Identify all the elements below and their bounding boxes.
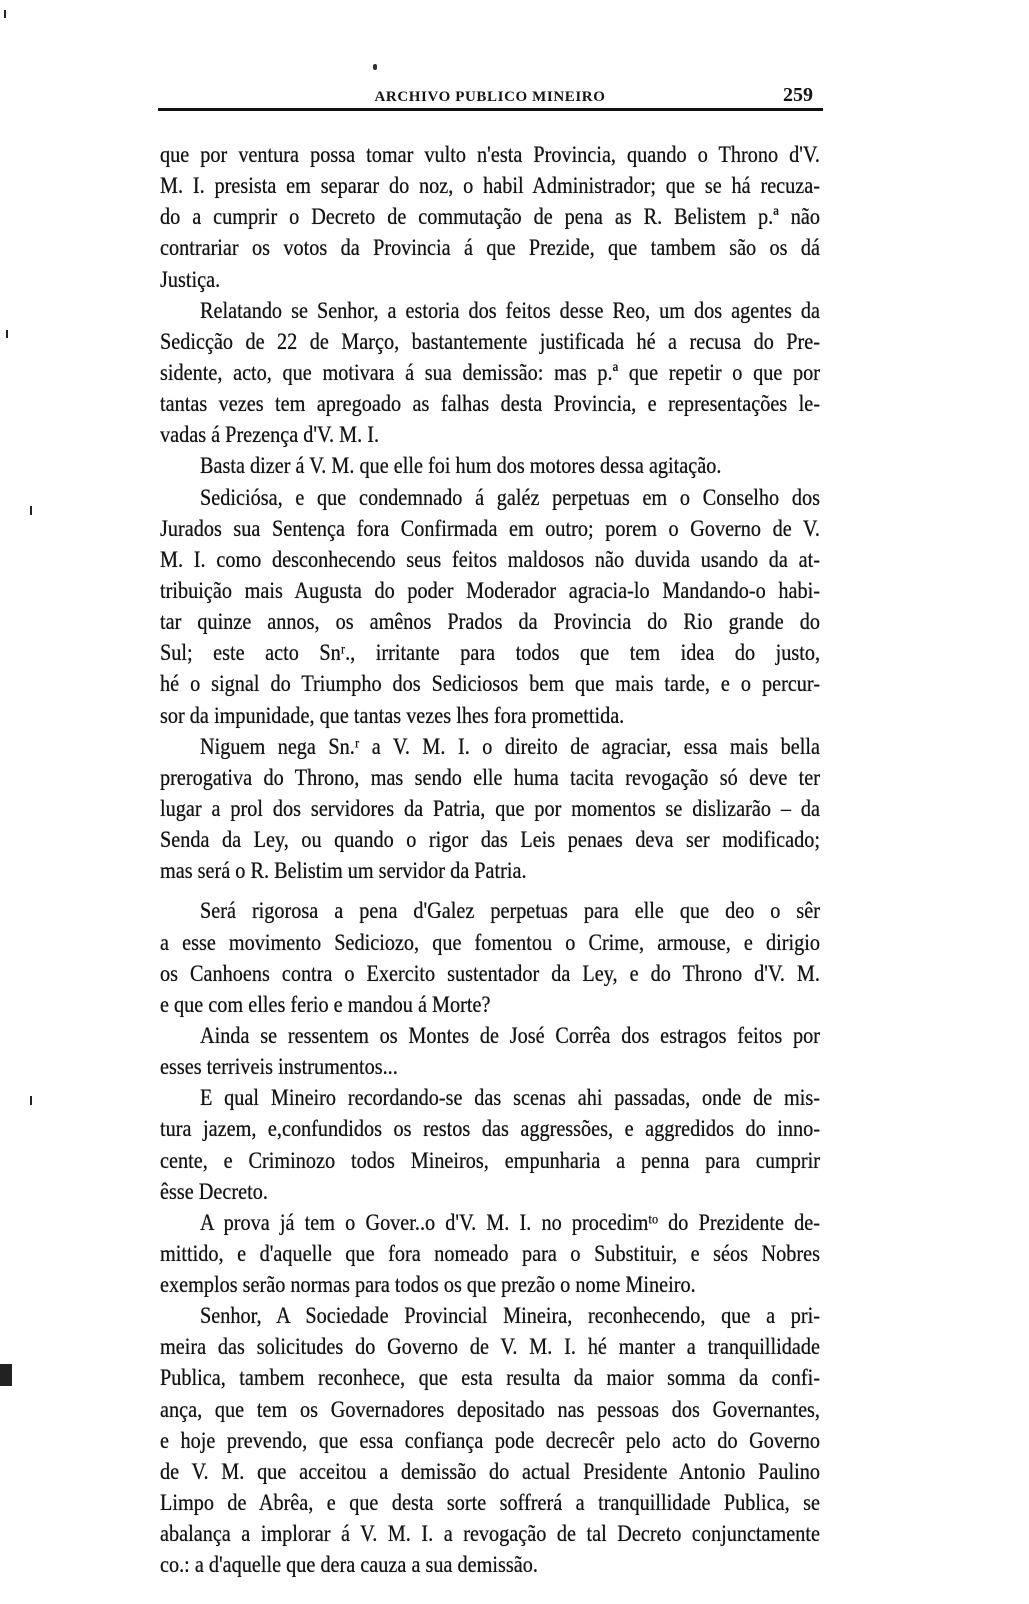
text-line: lugar a prol dos servidores da Patria, que por momentos se dislizarão – da xyxy=(160,795,820,821)
text-line: exemplos serão normas para todos os que prezão o nome Mineiro. xyxy=(160,1272,696,1298)
header-ornament xyxy=(373,64,377,70)
text-line: M. I. como desconhecendo seus feitos maldosos não duvida usando da at- xyxy=(160,546,820,572)
text-line: de V. M. que acceitou a demissão do actual Presidente Antonio Paulino xyxy=(160,1458,820,1484)
scan-speck xyxy=(4,10,6,18)
text-line: Limpo de Abrêa, e que desta sorte soffrerá a tranquillidade Publica, se xyxy=(160,1490,820,1516)
paragraph xyxy=(160,1207,820,1300)
paragraph xyxy=(160,731,820,887)
text-line: Sediciósa, e que condemnado á galéz perpetuas em o Conselho dos xyxy=(200,484,820,510)
text-line: Sul; este acto Snʳ., irritante para todos que tem idea do justo, xyxy=(160,640,820,666)
text-line: tura jazem, e,confundidos os restos das aggressões, e aggredidos do inno- xyxy=(160,1116,820,1142)
text-line: A prova já tem o Gover..o d'V. M. I. no procedimᵗᵒ do Prezidente de- xyxy=(200,1209,820,1235)
text-line: mas será o R. Belistim um servidor da Patria. xyxy=(160,858,527,884)
text-line: Ainda se ressentem os Montes de José Corrêa dos estragos feitos por xyxy=(200,1022,820,1048)
text-line: Jurados sua Sentença fora Confirmada em outro; porem o Governo de V. xyxy=(160,515,820,541)
paragraph xyxy=(160,1300,820,1580)
paragraph xyxy=(160,482,820,731)
scan-speck xyxy=(30,1096,32,1105)
text-line: vadas á Prezença d'V. M. I. xyxy=(160,422,380,448)
paragraph-continued xyxy=(160,139,820,295)
text-line: hé o signal do Triumpho dos Sediciosos bem que mais tarde, e o percur- xyxy=(160,671,820,697)
text-line: a esse movimento Sediciozo, que fomentou o Crime, armouse, e dirigio xyxy=(160,929,820,955)
body-text xyxy=(160,139,820,1580)
text-line: Niguem nega Sn.ʳ a V. M. I. o direito de agraciar, essa mais bella xyxy=(200,733,820,759)
text-line: Será rigorosa a pena d'Galez perpetuas para elle que deo o sêr xyxy=(200,898,820,924)
text-line: mittido, e d'aquelle que fora nomeado para o Substituir, e séos Nobres xyxy=(160,1240,820,1266)
text-line: e hoje prevendo, que essa confiança pode decrecêr pelo acto do Governo xyxy=(160,1427,820,1453)
text-line: Justiça. xyxy=(160,266,221,292)
text-line: Sedicção de 22 de Março, bastantemente justificada hé a recusa do Pre- xyxy=(160,328,820,354)
paragraph xyxy=(160,295,820,451)
text-line: tantas vezes tem apregoado as falhas desta Provincia, e representações le- xyxy=(160,391,820,417)
paragraph xyxy=(160,895,820,1020)
text-line: sor da impunidade, que tantas vezes lhes fora promettida. xyxy=(160,702,625,728)
text-line: cente, e Criminozo todos Mineiros, empunharia a penna para cumprir xyxy=(160,1147,820,1173)
text-line: ança, que tem os Governadores depositado nas pessoas dos Governantes, xyxy=(160,1396,820,1422)
text-line: tribuição mais Augusta do poder Moderador agracia-lo Mandando-o habi- xyxy=(160,577,820,603)
text-line: Basta dizer á V. M. que elle foi hum dos motores dessa agitação. xyxy=(200,453,722,479)
text-line: Senhor, A Sociedade Provincial Mineira, reconhecendo, que a pri- xyxy=(200,1303,820,1329)
text-line: meira das solicitudes do Governo de V. M. I. hé manter a tranquillidade xyxy=(160,1334,820,1360)
paragraph xyxy=(160,1082,820,1207)
running-head-title: ARCHIVO PUBLICO MINEIRO xyxy=(374,89,606,105)
paragraph xyxy=(160,1020,820,1082)
header-rule xyxy=(158,108,823,111)
text-line: êsse Decreto. xyxy=(160,1178,268,1204)
text-line: esses terriveis instrumentos... xyxy=(160,1054,398,1080)
text-line: co.: a d'aquelle que dera cauza a sua demissão. xyxy=(160,1552,538,1578)
text-line: abalança a implorar á V. M. I. a revogação de tal Decreto conjunctamente xyxy=(160,1521,820,1547)
text-line: sidente, acto, que motivara á sua demissão: mas p.ª que repetir o que por xyxy=(160,359,820,385)
text-line: prerogativa do Throno, mas sendo elle huma tacita revogação só deve ter xyxy=(160,764,820,790)
scan-edge-mark xyxy=(0,1364,12,1386)
text-line: E qual Mineiro recordando-se das scenas ahi passadas, onde de mis- xyxy=(200,1085,820,1111)
page-number: 259 xyxy=(783,84,813,106)
text-line: Publica, tambem reconhece, que esta resulta da maior somma da confi- xyxy=(160,1365,820,1391)
text-line: que por ventura possa tomar vulto n'esta Provincia, quando o Throno d'V. xyxy=(160,142,820,167)
text-line: contrariar os votos da Provincia á que Prezide, que tambem são os dá xyxy=(160,235,820,261)
text-line: e que com elles ferio e mandou á Morte? xyxy=(160,991,491,1017)
scan-speck xyxy=(6,330,8,338)
text-line: Relatando se Senhor, a estoria dos feitos desse Reo, um dos agentes da xyxy=(200,297,820,323)
text-line: os Canhoens contra o Exercito sustentador da Ley, e do Throno d'V. M. xyxy=(160,960,820,986)
text-line: do a cumprir o Decreto de commutação de pena as R. Belistem p.ª não xyxy=(160,204,820,230)
scan-speck xyxy=(30,506,32,515)
paragraph xyxy=(160,450,820,481)
text-line: Senda da Ley, ou quando o rigor das Leis penaes deva ser modificado; xyxy=(160,827,820,853)
text-line: M. I. presista em separar do noz, o habil Administrador; que se há recuza- xyxy=(160,173,820,199)
text-line: tar quinze annos, os amênos Prados da Provincia do Rio grande do xyxy=(160,609,820,635)
